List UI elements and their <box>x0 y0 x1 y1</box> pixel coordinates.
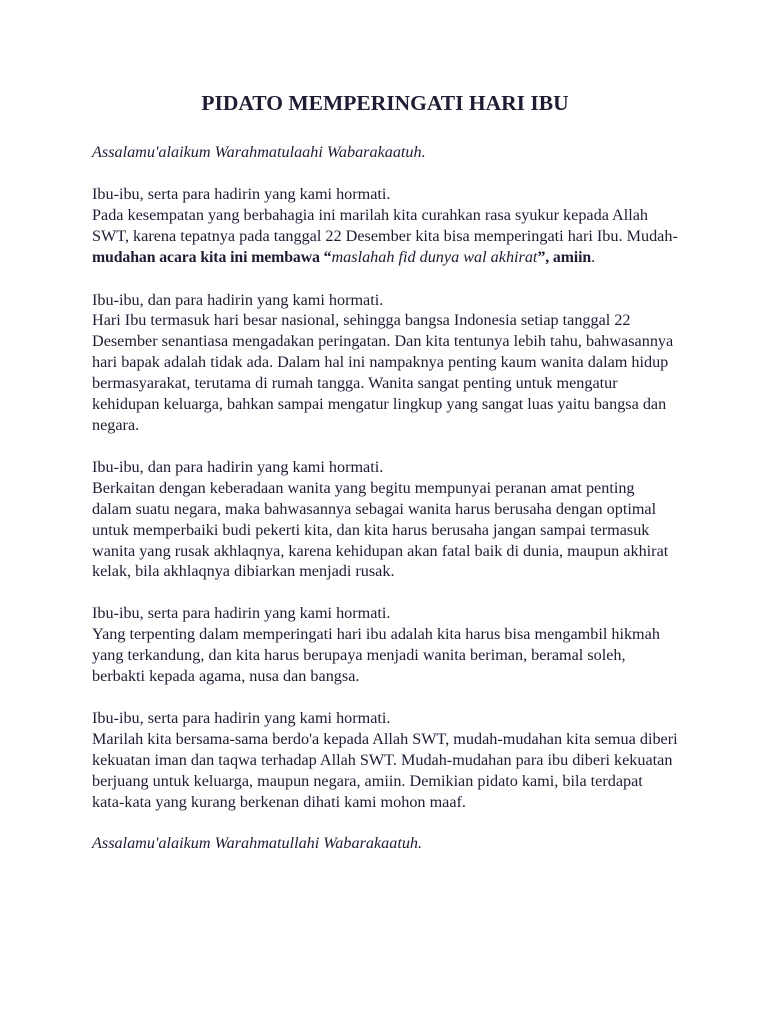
closing-greeting: Assalamu'alaikum Warahmatullahi Wabarakaatuh. <box>92 834 423 853</box>
section-4-body: Yang terpenting dalam memperingati hari ibu adalah kita harus bisa mengambil hikmah yang terkandung, dan kita harus berupaya menjadi wanita beriman, beramal soleh, berbakti kepada agama, nusa dan bangsa. <box>92 625 660 686</box>
section-2 <box>92 290 678 436</box>
section-4 <box>92 603 678 687</box>
paragraph-gap <box>92 163 678 184</box>
section-1-period: . <box>591 247 596 266</box>
opening-greeting: Assalamu'alaikum Warahmatulaahi Wabarakaatuh. <box>92 143 426 161</box>
section-1 <box>92 184 678 269</box>
paragraph-gap <box>92 436 678 457</box>
paragraph-gap <box>92 269 678 290</box>
section-4-salutation: Ibu-ibu, serta para hadirin yang kami hormati. <box>92 604 391 623</box>
section-2-salutation: Ibu-ibu, dan para hadirin yang kami hormati. <box>92 290 384 309</box>
section-3-salutation: Ibu-ibu, dan para hadirin yang kami hormati. <box>92 457 384 476</box>
page-title: PIDATO MEMPERINGATI HARI IBU <box>201 91 569 115</box>
section-1-salutation: Ibu-ibu, serta para hadirin yang kami hormati. <box>92 184 391 203</box>
paragraph-gap <box>92 687 678 708</box>
section-1-italic-phrase: maslahah fid dunya wal akhirat <box>331 247 538 266</box>
section-1-bold-text: mudahan acara kita ini membawa “ <box>92 248 332 266</box>
section-1-text: Pada kesempatan yang berbahagia ini marilah kita curahkan rasa syukur kepada Allah SWT, karena tepatnya pada tanggal 22 Desember kita bisa memperingati hari Ibu. Mudah- <box>92 205 678 245</box>
section-1-body <box>92 205 678 269</box>
section-1-bold-amiin: ”, amiin <box>537 248 592 266</box>
section-5-body: Marilah kita bersama-sama berdo'a kepada Allah SWT, mudah-mudahan kita semua diberi kekuatan iman dan taqwa terhadap Allah SWT. Mudah-mudahan para ibu diberi kekuatan berjuang untuk keluarga, maupun negara, amiin. Demikian pidato kami, bila terdapat kata-kata yang kurang berkenan dihati kami mohon maaf. <box>92 729 678 811</box>
section-3 <box>92 457 678 582</box>
section-2-body: Hari Ibu termasuk hari besar nasional, sehingga bangsa Indonesia setiap tanggal 22 Desember senantiasa mengadakan peringatan. Dan kita tentunya lebih tahu, bahwasannya hari bapak adalah tidak ada. Dalam hal ini nampaknya penting kaum wanita dalam hidup bermasyarakat, terutama di rumah tangga. Wanita sangat penting untuk mengatur kehidupan keluarga, bahkan sampai mengatur lingkup yang sangat luas yaitu bangsa dan negara. <box>92 311 674 434</box>
section-5 <box>92 708 678 813</box>
section-3-body: Berkaitan dengan keberadaan wanita yang begitu mempunyai peranan amat penting dalam suatu negara, maka bahwasannya sebagai wanita harus berusaha dengan optimal untuk memperbaiki budi pekerti kita, dan kita harus berusaha jangan sampai termasuk wanita yang rusak akhlaqnya, karena kehidupan akan fatal baik di dunia, maupun akhirat kelak, bila akhlaqnya dibiarkan menjadi rusak. <box>92 478 669 581</box>
paragraph-gap <box>92 582 678 603</box>
section-5-salutation: Ibu-ibu, serta para hadirin yang kami hormati. <box>92 708 391 727</box>
